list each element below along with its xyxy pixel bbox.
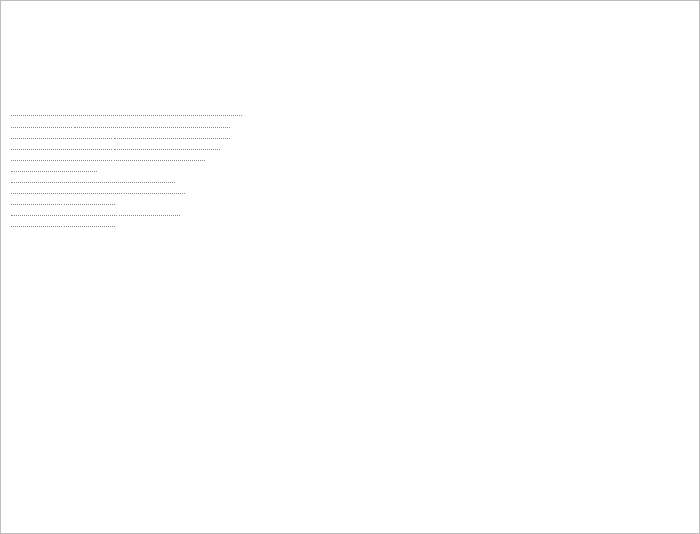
phone-row xyxy=(11,177,175,185)
father-name-row xyxy=(11,188,185,196)
class-row xyxy=(11,133,230,141)
city-row xyxy=(11,166,97,174)
ward-row xyxy=(11,155,205,163)
dob-row xyxy=(11,122,230,130)
residence-row xyxy=(11,144,220,152)
mother-job-row xyxy=(11,221,115,229)
mother-name-row xyxy=(11,210,180,218)
patient-name-row xyxy=(11,110,242,118)
father-job-row xyxy=(11,199,115,207)
